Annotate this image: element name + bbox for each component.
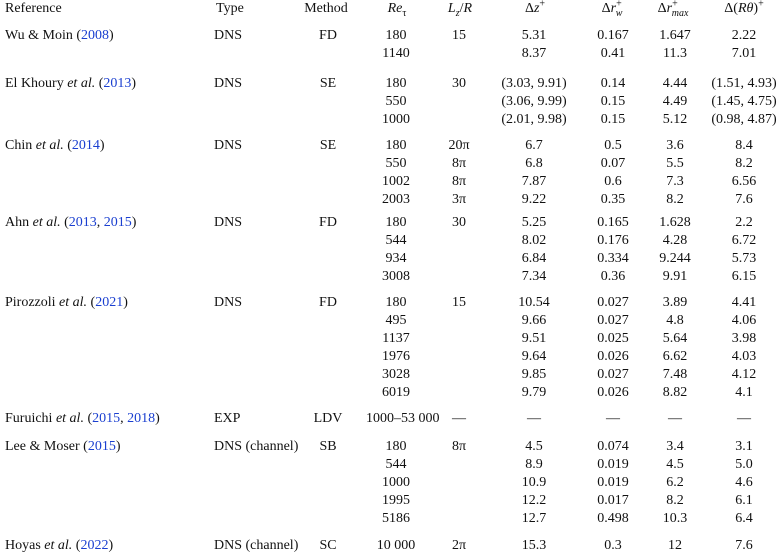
lz-r-cell: 8π (451, 439, 467, 454)
drtheta-cell: 4.1 (735, 385, 753, 400)
reference-cell (5, 75, 136, 93)
type-cell: DNS (channel) (214, 538, 299, 553)
citation-year-link[interactable]: 2022 (80, 538, 109, 553)
dz-cell: 8.9 (525, 457, 543, 472)
reference-authors: Chin (5, 138, 36, 153)
dz-cell: 5.25 (521, 215, 547, 230)
dz-cell: 10.54 (518, 295, 550, 310)
drw-cell: 0.498 (597, 511, 629, 526)
drtheta-cell: 4.41 (731, 295, 757, 310)
citation-year-link[interactable]: 2014 (71, 138, 100, 153)
reference-etal: et al. (35, 138, 64, 153)
drw-cell: 0.027 (597, 367, 629, 382)
type-cell: DNS (214, 28, 243, 43)
drw-cell: 0.026 (597, 385, 629, 400)
drmax-cell: 7.48 (662, 367, 688, 382)
type-cell: DNS (214, 295, 243, 310)
drmax-cell: 3.6 (666, 138, 684, 153)
drtheta-cell: 2.2 (735, 215, 753, 230)
dz-cell: 12.7 (521, 511, 547, 526)
drw-cell: 0.3 (604, 538, 622, 553)
drmax-cell: 8.2 (666, 493, 684, 508)
dz-cell: 9.85 (521, 367, 547, 382)
reference-paren: ( (63, 138, 72, 153)
reference-paren: ( (95, 76, 104, 91)
table-row (0, 384, 781, 402)
reference-paren: ( (72, 538, 81, 553)
table-row (0, 155, 781, 173)
drtheta-cell: 3.98 (731, 331, 757, 346)
reference-cell (5, 438, 120, 456)
dz-cell: 15.3 (521, 538, 547, 553)
dz-cell: 9.66 (521, 313, 547, 328)
drmax-cell: 6.62 (662, 349, 688, 364)
citation-year-link[interactable]: 2013 (103, 76, 132, 91)
re-tau-cell: 180 (385, 28, 407, 43)
table-row (0, 111, 781, 129)
drtheta-cell: (1.45, 4.75) (711, 94, 777, 109)
dz-cell: 7.87 (521, 174, 547, 189)
re-tau-cell: 1000 (382, 112, 410, 127)
drtheta-cell: 6.56 (731, 174, 757, 189)
drtheta-cell: (1.51, 4.93) (711, 76, 777, 91)
citation-separator: , (120, 411, 128, 426)
lz-r-cell: — (452, 411, 466, 426)
reference-paren: ) (108, 538, 114, 553)
dz-cell: 10.9 (521, 475, 547, 490)
drtheta-cell: 4.06 (731, 313, 757, 328)
re-tau-cell: 180 (385, 138, 407, 153)
drmax-cell: 5.12 (662, 112, 688, 127)
lz-r-cell: 3π (451, 192, 467, 207)
header-method: Method (304, 1, 348, 16)
drw-cell: 0.017 (597, 493, 629, 508)
drtheta-cell: 8.2 (735, 156, 753, 171)
reference-cell (5, 137, 105, 155)
reference-paren: ( (87, 295, 96, 310)
dz-cell: (3.06, 9.99) (501, 94, 567, 109)
drmax-cell: 4.5 (666, 457, 684, 472)
lz-r-cell: 30 (452, 215, 466, 230)
reference-authors: Lee & Moser ( (5, 439, 88, 454)
reference-authors: Pirozzoli (5, 295, 60, 310)
drtheta-cell: 2.22 (731, 28, 757, 43)
re-tau-cell: 1137 (382, 331, 410, 346)
citation-year-link[interactable]: 2008 (81, 28, 110, 43)
drmax-cell: 9.244 (659, 251, 691, 266)
drmax-cell: 4.8 (666, 313, 684, 328)
type-cell: DNS (channel) (214, 439, 299, 454)
drw-cell: 0.167 (597, 28, 629, 43)
drtheta-cell: 5.73 (731, 251, 757, 266)
dz-cell: 6.84 (521, 251, 547, 266)
re-tau-cell: 10 000 (376, 538, 416, 553)
reference-cell (5, 294, 128, 312)
table-row (0, 456, 781, 474)
drmax-cell: 5.5 (666, 156, 684, 171)
reference-authors: El Khoury (5, 76, 68, 91)
type-cell: DNS (214, 76, 243, 91)
reference-paren: ( (60, 215, 69, 230)
reference-paren: ) (123, 295, 128, 310)
reference-paren: ) (131, 76, 137, 91)
drw-cell: 0.019 (597, 457, 629, 472)
lz-r-cell: 8π (451, 174, 467, 189)
drtheta-cell: 7.6 (735, 538, 753, 553)
dz-cell: 12.2 (521, 493, 547, 508)
drw-cell: 0.36 (600, 269, 626, 284)
dz-cell: — (527, 411, 541, 426)
dz-cell: 5.31 (521, 28, 547, 43)
re-tau-cell: 550 (385, 94, 407, 109)
drtheta-cell: 6.1 (735, 493, 753, 508)
dz-cell: 4.5 (525, 439, 543, 454)
dz-cell: 6.8 (525, 156, 543, 171)
dz-cell: 8.37 (521, 46, 547, 61)
re-tau-cell: 550 (385, 156, 407, 171)
drtheta-cell: 4.6 (735, 475, 753, 490)
reference-etal: et al. (44, 538, 73, 553)
reference-paren: ) (155, 411, 160, 426)
header-dz: Δz+ (524, 0, 546, 16)
table-row (0, 348, 781, 366)
reference-etal: et al. (59, 295, 88, 310)
reference-paren: ) (115, 439, 121, 454)
drmax-cell: 12 (668, 538, 682, 553)
table-row (0, 250, 781, 268)
drmax-cell: — (668, 411, 682, 426)
reference-paren: ) (99, 138, 105, 153)
header-type: Type (216, 1, 244, 16)
dz-cell: 9.22 (521, 192, 547, 207)
reference-paren: ( (83, 411, 93, 426)
header-drmax: $\Delta r^+_{max}$ (657, 0, 689, 19)
dz-cell: 6.7 (525, 138, 543, 153)
drw-cell: 0.019 (597, 475, 629, 490)
table-row (0, 191, 781, 209)
drtheta-cell: 6.4 (735, 511, 753, 526)
method-cell: SE (319, 76, 337, 91)
re-tau-cell: 544 (385, 457, 407, 472)
header-re-tau: $Re_\tau$ (387, 1, 407, 19)
type-cell: DNS (214, 215, 243, 230)
drtheta-cell: 7.01 (731, 46, 757, 61)
type-cell: EXP (214, 411, 241, 426)
table-row (0, 537, 781, 555)
dz-cell: 7.34 (521, 269, 547, 284)
reference-etal: et al. (67, 76, 96, 91)
drtheta-cell: (0.98, 4.87) (711, 112, 777, 127)
lz-r-cell: 2π (451, 538, 467, 553)
reference-authors: Ahn (5, 215, 33, 230)
method-cell: LDV (313, 411, 343, 426)
drmax-cell: 4.28 (662, 233, 688, 248)
header-drtheta: Δ(Rθ)+ (724, 0, 764, 16)
re-tau-cell: 1140 (382, 46, 410, 61)
method-cell: FD (319, 295, 337, 310)
drw-cell: 0.025 (597, 331, 629, 346)
table-row (0, 27, 781, 45)
re-tau-cell: 1002 (382, 174, 410, 189)
method-cell: SB (319, 439, 337, 454)
re-tau-cell: 180 (385, 295, 407, 310)
dz-cell: (3.03, 9.91) (501, 76, 567, 91)
reference-authors: Furuichi (5, 411, 56, 426)
lz-r-cell: 30 (452, 76, 466, 91)
lz-r-cell: 20π (448, 138, 470, 153)
reference-etal: et al. (32, 215, 61, 230)
citation-year-link[interactable]: 2015 (87, 439, 116, 454)
table-row (0, 232, 781, 250)
table-row (0, 268, 781, 286)
drw-cell: 0.41 (600, 46, 626, 61)
table-row (0, 294, 781, 312)
table-header (0, 0, 781, 18)
reference-cell (5, 214, 136, 232)
drmax-cell: 8.82 (662, 385, 688, 400)
re-tau-cell: 6019 (382, 385, 410, 400)
dz-cell: 9.51 (521, 331, 547, 346)
re-tau-cell: 180 (385, 76, 407, 91)
re-tau-cell: 180 (385, 439, 407, 454)
drw-cell: 0.334 (597, 251, 629, 266)
drmax-cell: 11.3 (663, 46, 687, 61)
reference-etal: et al. (55, 411, 84, 426)
drmax-cell: 3.89 (662, 295, 688, 310)
re-tau-cell: 3008 (382, 269, 410, 284)
drmax-cell: 4.49 (662, 94, 688, 109)
drmax-cell: 1.647 (659, 28, 691, 43)
drtheta-cell: 6.72 (731, 233, 757, 248)
re-tau-cell: 1000 (382, 475, 410, 490)
table-row (0, 492, 781, 510)
table-row (0, 474, 781, 492)
re-tau-cell: 934 (385, 251, 407, 266)
drw-cell: 0.026 (597, 349, 629, 364)
drw-cell: 0.14 (600, 76, 626, 91)
drtheta-cell: 4.12 (731, 367, 757, 382)
drmax-cell: 6.2 (666, 475, 684, 490)
method-cell: FD (319, 215, 337, 230)
re-tau-cell: 180 (385, 215, 407, 230)
drtheta-cell: 5.0 (735, 457, 753, 472)
drw-cell: 0.07 (600, 156, 626, 171)
re-tau-cell: 1976 (382, 349, 410, 364)
table-row (0, 45, 781, 63)
drtheta-cell: — (737, 411, 751, 426)
drtheta-cell: 3.1 (735, 439, 753, 454)
drmax-cell: 1.628 (659, 215, 691, 230)
drmax-cell: 5.64 (662, 331, 688, 346)
drtheta-cell: 4.03 (731, 349, 757, 364)
re-tau-cell: 544 (385, 233, 407, 248)
reference-cell (5, 537, 113, 555)
header-drw: $\Delta r^+_w$ (601, 0, 623, 19)
drw-cell: 0.15 (600, 94, 626, 109)
lz-r-cell: 15 (452, 28, 466, 43)
table-row (0, 312, 781, 330)
dz-cell: (2.01, 9.98) (501, 112, 567, 127)
reference-authors: Hoyas (5, 538, 45, 553)
header-lz-r: $L_z/R$ (447, 1, 473, 19)
re-tau-cell: 1995 (382, 493, 410, 508)
citation-year-link[interactable]: 2015 (92, 411, 121, 426)
citation-separator: , (96, 215, 104, 230)
table-row (0, 410, 781, 428)
drw-cell: 0.074 (597, 439, 629, 454)
citation-year-link[interactable]: 2021 (95, 295, 124, 310)
table-row (0, 366, 781, 384)
re-tau-cell: 495 (385, 313, 407, 328)
reference-cell (5, 27, 114, 45)
table-row (0, 173, 781, 191)
drmax-cell: 7.3 (666, 174, 684, 189)
drw-cell: 0.5 (604, 138, 622, 153)
drtheta-cell: 6.15 (731, 269, 757, 284)
drw-cell: — (606, 411, 620, 426)
method-cell: FD (319, 28, 337, 43)
header-reference: Reference (5, 1, 62, 16)
drw-cell: 0.6 (604, 174, 622, 189)
drmax-cell: 8.2 (666, 192, 684, 207)
drtheta-cell: 8.4 (735, 138, 753, 153)
drw-cell: 0.165 (597, 215, 629, 230)
drtheta-cell: 7.6 (735, 192, 753, 207)
table-row (0, 214, 781, 232)
citation-year-link[interactable]: 2018 (127, 411, 156, 426)
drw-cell: 0.027 (597, 313, 629, 328)
drw-cell: 0.027 (597, 295, 629, 310)
reference-authors: Wu & Moin ( (5, 28, 82, 43)
dz-cell: 9.64 (521, 349, 547, 364)
drw-cell: 0.35 (600, 192, 626, 207)
drw-cell: 0.176 (597, 233, 629, 248)
re-tau-cell: 2003 (382, 192, 410, 207)
lz-r-cell: 8π (451, 156, 467, 171)
type-cell: DNS (214, 138, 243, 153)
drw-cell: 0.15 (600, 112, 626, 127)
drmax-cell: 3.4 (666, 439, 684, 454)
reference-paren: ) (109, 28, 114, 43)
re-tau-cell: 1000–53 000 (366, 411, 440, 426)
method-cell: SE (319, 138, 337, 153)
citation-year-link[interactable]: 2015 (103, 215, 132, 230)
reference-cell (5, 410, 160, 428)
table-row (0, 510, 781, 528)
re-tau-cell: 5186 (382, 511, 410, 526)
table-row (0, 438, 781, 456)
method-cell: SC (319, 538, 337, 553)
drmax-cell: 9.91 (662, 269, 688, 284)
citation-year-link[interactable]: 2013 (68, 215, 97, 230)
table-row (0, 137, 781, 155)
drmax-cell: 10.3 (662, 511, 688, 526)
drmax-cell: 4.44 (662, 76, 688, 91)
table-row (0, 330, 781, 348)
dz-cell: 8.02 (521, 233, 547, 248)
table-row (0, 93, 781, 111)
re-tau-cell: 3028 (382, 367, 410, 382)
table-row (0, 75, 781, 93)
reference-paren: ) (131, 215, 137, 230)
lz-r-cell: 15 (452, 295, 466, 310)
dz-cell: 9.79 (521, 385, 547, 400)
